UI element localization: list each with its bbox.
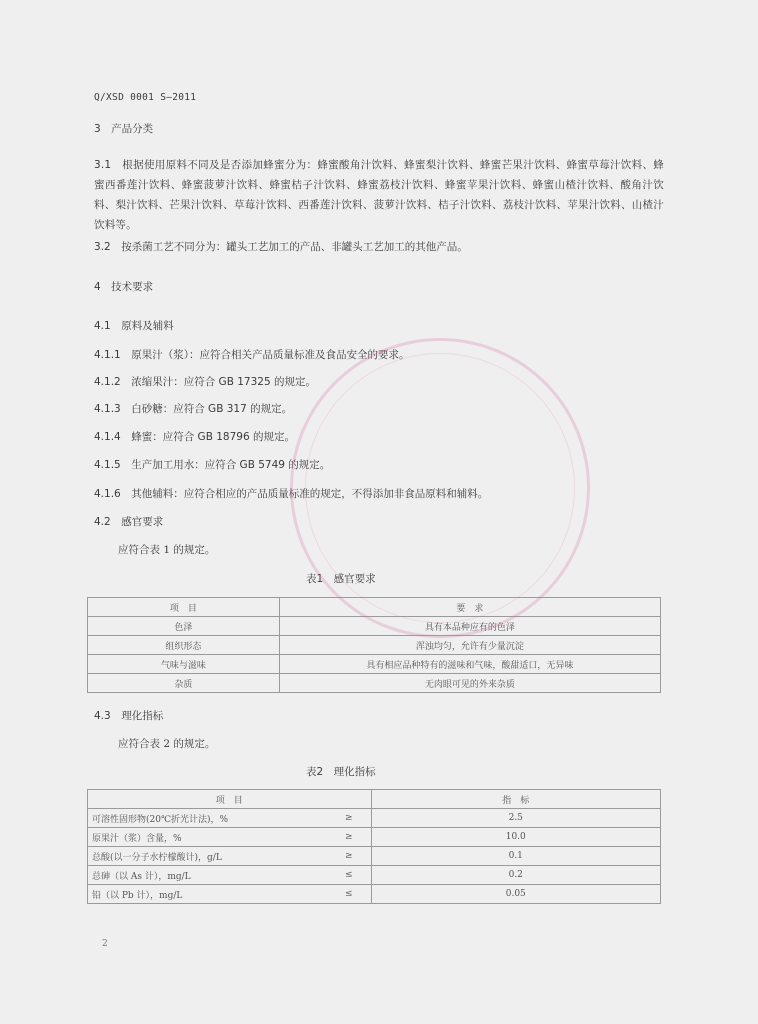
standard-number: Q/XSD 0001 S—2011: [94, 92, 197, 103]
section-4-1-3-text: 4.1.3 白砂糖：应符合 GB 317 的规定。: [94, 403, 293, 415]
table-cell: 总砷（以 As 计），mg/L: [88, 866, 328, 885]
section-4-1-heading: 4.1 原料及辅料: [94, 320, 174, 332]
table-cell: ≥: [327, 847, 371, 866]
section-4-3-heading: 4.3 理化指标: [94, 710, 164, 722]
section-3-1-text: 3.1 根据使用原料不同及是否添加蜂蜜分为：蜂蜜酸角汁饮料、蜂蜜梨汁饮料、蜂蜜芒果汁饮料、蜂蜜草莓汁饮料、蜂蜜西番莲汁饮料、蜂蜜菠萝汁饮料、蜂蜜桔子汁饮料、蜂蜜荔枝汁饮料、蜂蜜苹果汁饮料、蜂蜜山楂汁饮料、酸角汁饮料、梨汁饮料、芒果汁饮料、草莓汁饮料、西番莲汁饮料、菠萝汁饮料、桔子汁饮料、荔枝汁饮料、苹果汁饮料、山楂汁饮料等。: [94, 159, 664, 231]
official-seal-inner-ring: [305, 353, 575, 623]
table-cell: 具有相应品种特有的滋味和气味，酸甜适口，无异味: [279, 655, 660, 674]
table-1-head-requirement: 要 求: [279, 598, 660, 617]
section-4-3-text: 应符合表 2 的规定。: [118, 738, 216, 750]
table-row: [88, 866, 661, 885]
table-cell: 杂质: [88, 674, 280, 693]
page-number: 2: [102, 939, 108, 949]
table-cell: 10.0: [371, 828, 660, 847]
section-4-2-text: 应符合表 1 的规定。: [118, 544, 216, 556]
table-1-head-item: 项 目: [88, 598, 280, 617]
table-2-head-index: 指 标: [371, 790, 660, 809]
table-1-caption: 表1 感官要求: [306, 573, 376, 585]
table-row: [88, 636, 661, 655]
section-4-heading: 4 技术要求: [94, 281, 154, 293]
section-3-2-text: 3.2 按杀菌工艺不同分为：罐头工艺加工的产品、非罐头工艺加工的其他产品。: [94, 241, 468, 253]
table-2: [87, 789, 661, 904]
table-row: [88, 847, 661, 866]
section-4-1-1-text: 4.1.1 原果汁（浆）：应符合相关产品质量标准及食品安全的要求。: [94, 349, 410, 361]
table-cell: 2.5: [371, 809, 660, 828]
table-row: [88, 809, 661, 828]
table-cell: 0.05: [371, 885, 660, 904]
table-cell: 色泽: [88, 617, 280, 636]
section-4-1-5-text: 4.1.5 生产加工用水：应符合 GB 5749 的规定。: [94, 459, 331, 471]
section-4-1-4-text: 4.1.4 蜂蜜：应符合 GB 18796 的规定。: [94, 431, 295, 443]
table-cell: 浑浊均匀，允许有少量沉淀: [279, 636, 660, 655]
section-4-1-2-text: 4.1.2 浓缩果汁：应符合 GB 17325 的规定。: [94, 376, 316, 388]
table-2-header-row: [88, 790, 661, 809]
table-cell: 总酸(以一分子水柠檬酸计)，g/L: [88, 847, 328, 866]
table-cell: 0.2: [371, 866, 660, 885]
table-cell: 可溶性固形物(20℃折光计法)，%: [88, 809, 328, 828]
table-2-head-item: 项 目: [88, 790, 372, 809]
table-cell: 气味与滋味: [88, 655, 280, 674]
table-row: [88, 828, 661, 847]
table-cell: 铅（以 Pb 计），mg/L: [88, 885, 328, 904]
table-row: [88, 674, 661, 693]
section-3-heading: 3 产品分类: [94, 123, 154, 135]
table-cell: ≤: [327, 866, 371, 885]
table-cell: ≤: [327, 885, 371, 904]
table-cell: 无肉眼可见的外来杂质: [279, 674, 660, 693]
section-4-1-6-text: 4.1.6 其他辅料：应符合相应的产品质量标准的规定，不得添加非食品原料和辅料。: [94, 488, 489, 500]
table-row: [88, 885, 661, 904]
table-cell: 具有本品种应有的色泽: [279, 617, 660, 636]
table-cell: ≥: [327, 828, 371, 847]
section-4-2-heading: 4.2 感官要求: [94, 516, 164, 528]
table-2-caption: 表2 理化指标: [306, 766, 376, 778]
table-cell: 原果汁（浆）含量，%: [88, 828, 328, 847]
table-cell: ≥: [327, 809, 371, 828]
table-cell: 组织形态: [88, 636, 280, 655]
table-row: [88, 655, 661, 674]
table-cell: 0.1: [371, 847, 660, 866]
